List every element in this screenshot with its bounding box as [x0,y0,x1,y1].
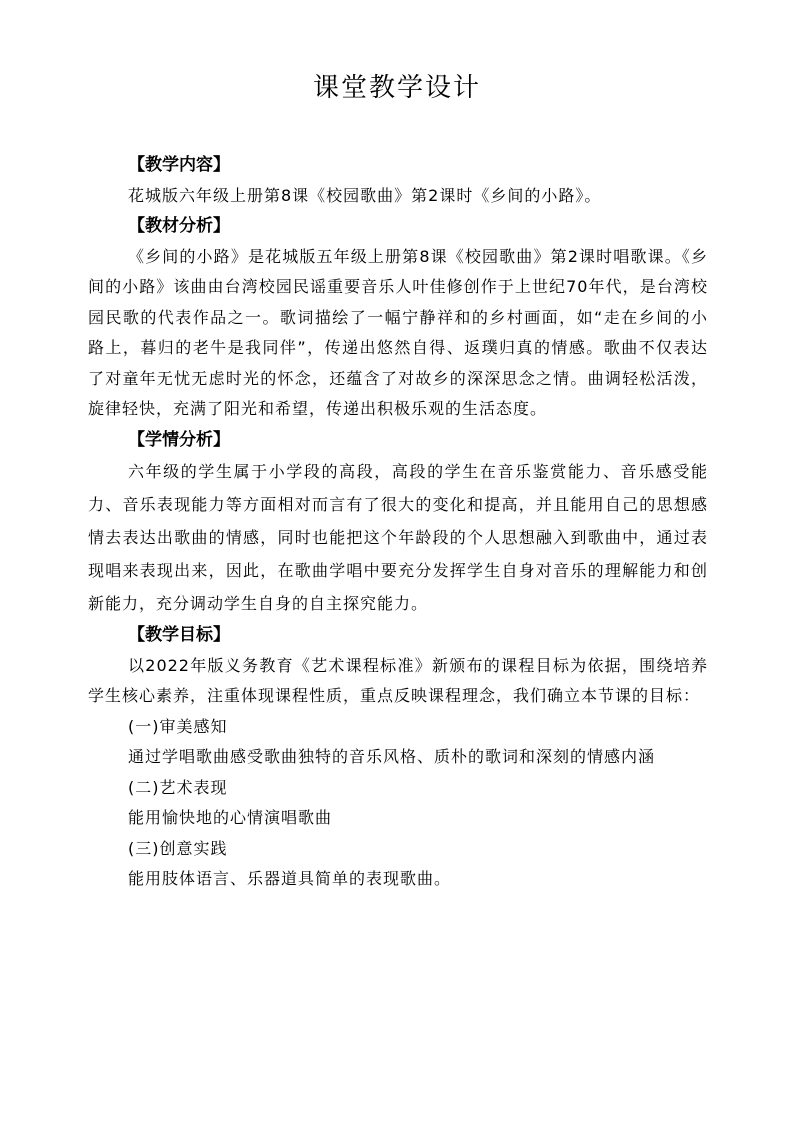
goal-item-text: 通过学唱歌曲感受歌曲独特的音乐风格、质朴的歌词和深刻的情感内涵 [128,747,656,766]
goals-paragraph: 以2022年版义务教育《艺术课程标准》新颁布的课程目标为依据，围绕培养学生核心素养，注重体现课程性质，重点反映课程理念，我们确立本节课的目标： [88,655,708,705]
page-title: 课堂教学设计 [312,73,481,103]
students-paragraph: 六年级的学生属于小学段的高段，高段的学生在音乐鉴赏能力、音乐感受能力、音乐表现能力等方面相对而言有了很大的变化和提高，并且能用自己的思想感情去表达出歌曲的情感，同时也能把这个年龄段的个人思想融入到歌曲中，通过表现唱来表现出来，因此，在歌曲学唱中要充分发挥学生自身对音乐的理解能力和创新能力，充分调动学生自身的自主探究能力。 [88,462,708,613]
section-heading-content: 【教学内容】 [128,155,230,175]
goal-item-label: (一)审美感知 [128,716,228,736]
document-body [88,150,708,895]
section-heading-material: 【教材分析】 [128,216,230,236]
content-paragraph: 花城版六年级上册第8课《校园歌曲》第2课时《乡间的小路》。 [128,185,602,205]
goal-item-label: (二)艺术表现 [128,777,228,797]
section-heading-students: 【学情分析】 [128,429,230,450]
goal-item-label: (三)创意实践 [128,838,228,858]
material-paragraph: 《乡间的小路》是花城版五年级上册第8课《校园歌曲》第2课时唱歌课。《乡间的小路》该曲由台湾校园民谣重要音乐人叶佳修创作于上世纪70年代，是台湾校园民歌的代表作品之一。歌词描绘了一幅宁静祥和的乡村画面，如“走在乡间的小路上，暮归的老牛是我同伴”，传递出悠然自得、返璞归真的情感。歌曲不仅表达了对童年无忧无虑时光的怀念，还蕴含了对故乡的深深思念之情。曲调轻松活泼，旋律轻快，充满了阳光和希望，传递出积极乐观的生活态度。 [88,246,708,418]
section-heading-goals: 【教学目标】 [128,625,230,645]
goal-item-text: 能用肢体语言、乐器道具简单的表现歌曲。 [128,869,452,888]
goal-item-text: 能用愉快地的心情演唱歌曲 [128,808,333,827]
